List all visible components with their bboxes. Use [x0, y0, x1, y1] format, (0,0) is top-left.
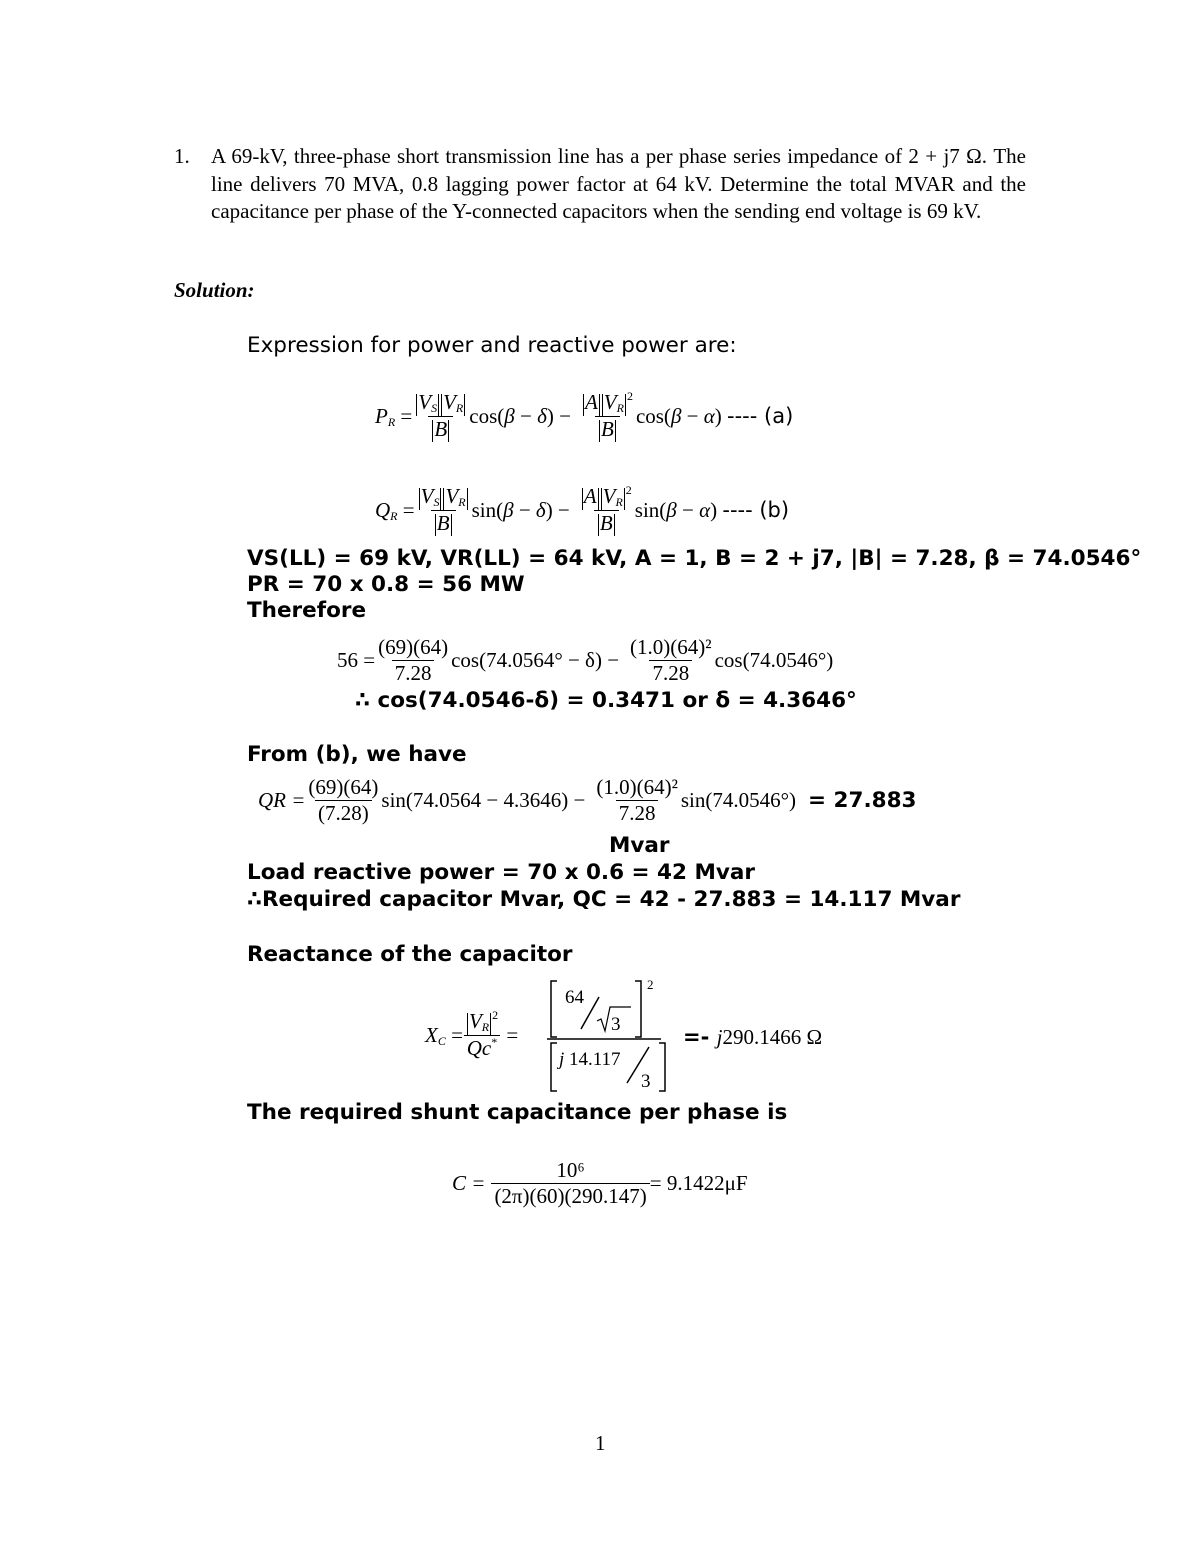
expression-heading: Expression for power and reactive power are: [247, 333, 737, 358]
svg-text:3: 3 [641, 1071, 651, 1092]
svg-text:14.117: 14.117 [569, 1049, 621, 1070]
problem-number: 1. [174, 144, 190, 168]
qr-result: = 27.883 [808, 787, 917, 813]
equation-c: C = $\frac{\text{10⁶}}{(2\pi)(60)(290.147)}$ = 9.1422μF [452, 1157, 748, 1208]
equation-xc: $X_C$ = $\frac{V_R^2}{Qc^*}$ = 2 64 3 j 14.117 3 =- j290.1466 Ω [425, 977, 823, 1092]
xc-result: =- j290.1466 Ω [683, 1025, 823, 1049]
svg-text:2: 2 [647, 977, 654, 992]
solution-label: Solution: [174, 278, 255, 302]
svg-text:3: 3 [611, 1014, 621, 1035]
delta-result: ∴ cos(74.0546-δ) = 0.3471 or δ = 4.3646° [355, 688, 857, 713]
qr-unit: Mvar [609, 833, 670, 858]
from-b-label: From (b), we have [247, 742, 467, 767]
reactance-heading: Reactance of the capacitor [247, 942, 573, 967]
therefore-label: Therefore [247, 598, 367, 623]
problem-text: A 69-kV, three-phase short transmission line has a per phase series impedance of 2 + j7 Ω. The line delivers 70 MVA, 0.8 lagging power factor at 64 kV. Determine the total MVAR and the capacitance per phase of the Y-connected capacitors when the sending end voltage is 69 kV. [211, 144, 1026, 223]
xc-fraction-graphic [547, 975, 687, 1093]
required-cap-line: ∴Required capacitor Mvar, QC = 42 - 27.883 = 14.117 Mvar [247, 887, 961, 912]
eq-b-tag: ---- (b) [722, 498, 790, 522]
equation-56: 56 = $\frac{(69)(64)}{7.28}$ cos(74.0564° − δ) − $\frac{\text{(1.0)(64)²}}{7.28}$ cos(74.0546°) [337, 634, 834, 685]
svg-text:64: 64 [565, 987, 584, 1008]
svg-text:j: j [559, 1049, 565, 1070]
given-values: VS(LL) = 69 kV, VR(LL) = 64 kV, A = 1, B = 2 + j7, |B| = 7.28, β = 74.0546° [247, 546, 1142, 571]
equation-b: $Q_R$ = $\frac{V_S V_R}{B}$ sin(β − δ) − $\frac{A V_R^2}{B}$ sin(β − α) ---- (b) [375, 483, 790, 535]
equation-qr: QR = $\frac{(69)(64)}{(7.28)}$ sin(74.0564 − 4.3646) − $\frac{\text{(1.0)(64)²}}{7.28}$ sin(74.0546°) = 27.883 [258, 774, 917, 825]
page-number: 1 [595, 1431, 606, 1455]
pr-line: PR = 70 x 0.8 = 56 MW [247, 572, 525, 597]
eq-a-tag: ---- (a) [727, 404, 794, 428]
load-reactive-line: Load reactive power = 70 x 0.6 = 42 Mvar [247, 860, 755, 885]
equation-a: $P_R$ = $\frac{V_S V_R}{B}$ cos(β − δ) − $\frac{A V_R^2}{B}$ cos(β − α) ---- (a) [375, 389, 794, 441]
shunt-heading: The required shunt capacitance per phase is [247, 1100, 788, 1125]
